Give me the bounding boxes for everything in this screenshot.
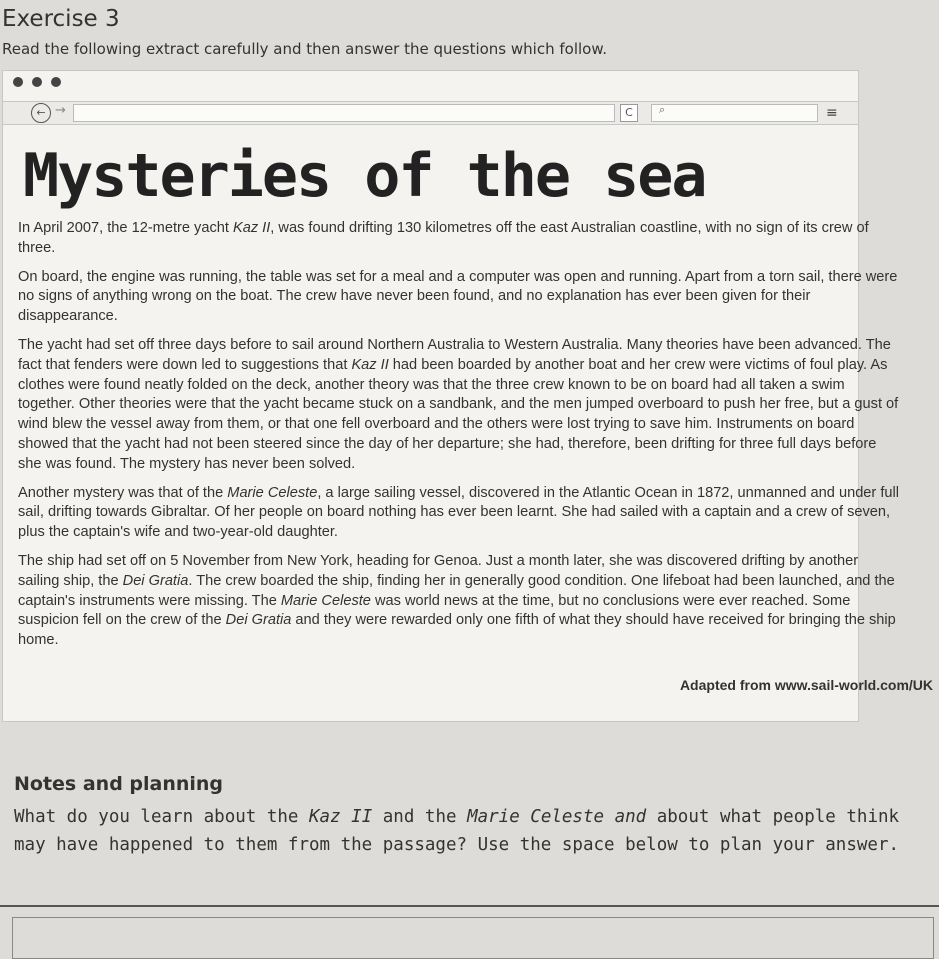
italic-text: Kaz II	[351, 356, 389, 373]
text-run: about what people think may have happened to them from the passage? Use the space below to plan your answer.	[14, 807, 900, 855]
text-run: What do you learn about the	[14, 807, 310, 827]
text-run: , a large sailing vessel, discovered in the Atlantic Ocean in 1872, unmanned and under full sail, drifting towards Gibraltar. Of her people on board nothing has ever been learnt. She had sailed with a captain and a crew of seven, plus the captain's wife and two-year-old daughter.	[18, 484, 899, 541]
text-run: On board, the engine was running, the table was set for a meal and a computer was open and running. Apart from a torn sail, there were no signs of anything wrong on the boat. The crew have never been found, and no explanation has ever been given for their disappearance.	[18, 268, 898, 325]
article-title: Mysteries of the sea	[23, 141, 706, 211]
italic-text: Dei Gratia	[225, 612, 292, 629]
article-body	[18, 219, 903, 660]
article-paragraph	[18, 219, 903, 259]
refresh-icon[interactable]: C	[620, 104, 638, 122]
exercise-title: Exercise 3	[2, 6, 120, 32]
text-run: and they were rewarded only one fifth of what they should have received for bringing the ship home.	[18, 612, 896, 649]
text-run: had been boarded by another boat and her crew were victims of foul play. As clothes were found neatly folded on the deck, another theory was that the three crew known to be on board had all taken a swim together. Other theories were that the yacht became stuck on a sandbank, and the men jumped overboard to push her free, but a gust of wind blew the vessel away from them, or that one fell overboard and the others were lost trying to save him. Instruments on board showed that the yacht had not been steered since the day of her departure; she had, therefore, been drifting for three full days before she was found. The mystery has never been solved.	[18, 356, 899, 472]
search-input[interactable]	[651, 104, 818, 122]
text-run: In April 2007, the 12-metre yacht	[18, 220, 233, 236]
article-paragraph	[18, 268, 903, 327]
text-run: . The crew boarded the ship, finding her in generally good condition. One lifeboat had been launched, and the captain's instruments were missing. The	[18, 572, 895, 609]
text-run: Another mystery was that of the	[18, 484, 228, 501]
italic-text: Marie Celeste	[227, 484, 318, 501]
text-run: and the	[372, 807, 468, 827]
browser-window	[2, 70, 933, 722]
italic-text: Kaz II	[309, 807, 373, 827]
article-source: Adapted from www.sail-world.com/UK	[679, 677, 933, 693]
italic-text: Marie Celeste	[467, 807, 605, 827]
italic-text: Dei Gratia	[122, 572, 189, 589]
text-run: was world news at the time, but no conclusions were ever reached. Some suspicion fell on the crew of the	[18, 592, 851, 629]
article-paragraph	[18, 484, 903, 543]
window-dot[interactable]	[13, 77, 23, 87]
window-dot[interactable]	[32, 77, 42, 87]
address-bar[interactable]	[73, 104, 615, 122]
text-run: The yacht had set off three days before to sail around Northern Australia to Western Australia. Many theories have been advanced. The fact that fenders were down led to suggestions that	[18, 336, 891, 373]
notes-heading: Notes and planning	[14, 773, 224, 795]
back-icon[interactable]: ←	[31, 103, 51, 123]
menu-icon[interactable]: ≡	[826, 105, 838, 121]
italic-text: Kaz II	[232, 220, 271, 236]
italic-text: and	[604, 807, 647, 827]
divider	[0, 905, 939, 907]
window-dot[interactable]	[51, 77, 61, 87]
question-text	[14, 803, 939, 859]
text-run: The ship had set off on 5 November from New York, heading for Genoa. Just a month later, she was discovered drifting by another sailing ship, the	[18, 552, 859, 589]
article-paragraph	[18, 336, 903, 475]
answer-area[interactable]	[12, 917, 934, 959]
window-controls	[13, 77, 61, 87]
article-paragraph	[18, 552, 903, 651]
italic-text: Marie Celeste	[280, 592, 371, 609]
text-run: , was found drifting 130 kilometres off the east Australian coastline, with no sign of its crew of three.	[18, 220, 869, 256]
search-icon: ⌕	[659, 103, 666, 116]
exercise-instruction: Read the following extract carefully and then answer the questions which follow.	[2, 40, 607, 58]
forward-icon[interactable]: →	[55, 103, 66, 118]
browser-toolbar	[3, 101, 858, 125]
